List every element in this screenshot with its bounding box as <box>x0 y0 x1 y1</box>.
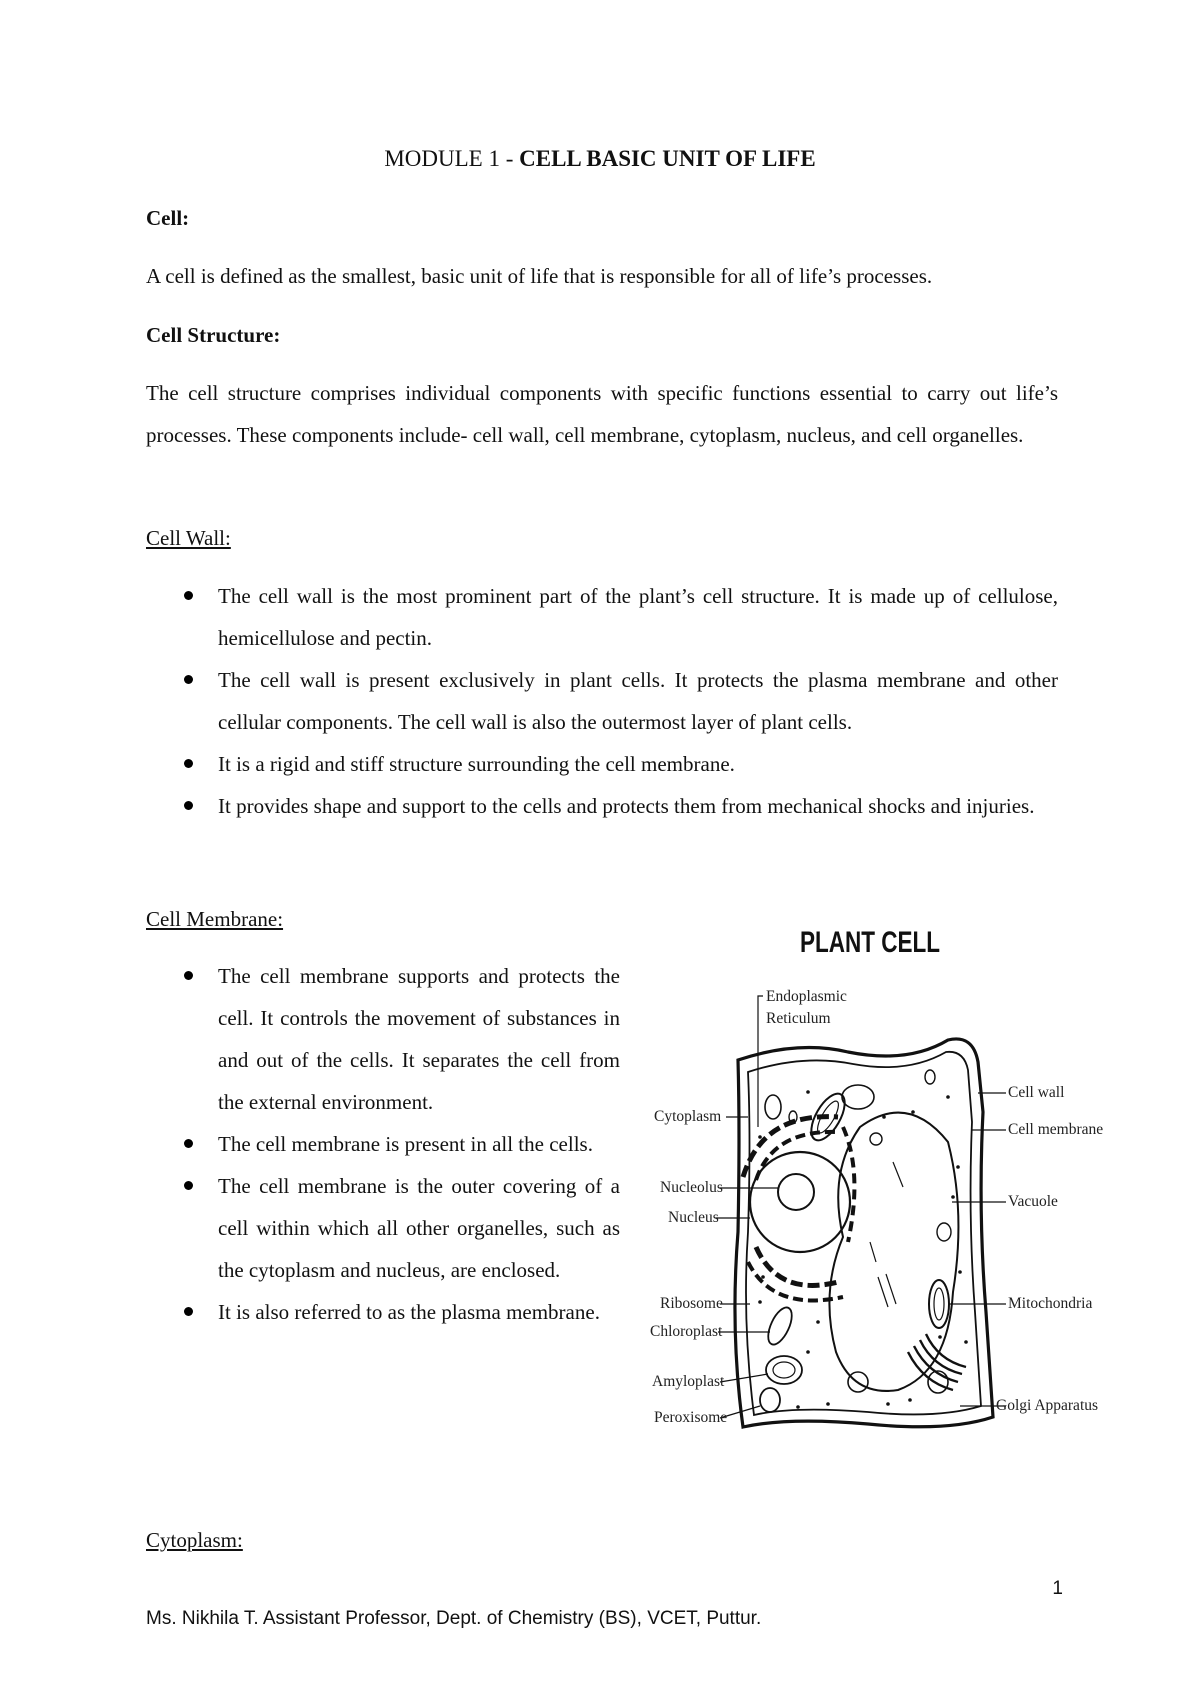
label-vacuole: Vacuole <box>1008 1193 1058 1210</box>
diagram-title: PLANT CELL <box>800 926 940 959</box>
list-item: It is a rigid and stiff structure surrounding the cell membrane. <box>146 743 1058 785</box>
chloroplast-shape <box>763 1304 796 1348</box>
list-item: The cell membrane is the outer covering of a cell within which all other organelles, such as the cytoplasm and nucleus, are enclosed. <box>146 1165 620 1291</box>
title-prefix: MODULE 1 - <box>384 146 520 171</box>
nucleolus-shape <box>778 1174 814 1210</box>
list-item: The cell membrane is present in all the cells. <box>146 1123 620 1165</box>
label-er-2: Reticulum <box>766 1010 831 1027</box>
label-ribosome: Ribosome <box>660 1295 723 1312</box>
label-cytoplasm: Cytoplasm <box>654 1108 722 1125</box>
golgi-shape <box>908 1334 966 1390</box>
heading-cytoplasm: Cytoplasm: <box>146 1528 243 1552</box>
vesicle-shape <box>842 1085 874 1109</box>
list-item: The cell wall is present exclusively in plant cells. It protects the plasma membrane and other cellular components. The cell wall is also the outermost layer of plant cells. <box>146 659 1058 743</box>
vacuole-mark <box>893 1162 903 1187</box>
page-footer: Ms. Nikhila T. Assistant Professor, Dept. of Chemistry (BS), VCET, Puttur. <box>146 1608 762 1629</box>
vacuole-mark <box>886 1274 896 1304</box>
list-item: It is also referred to as the plasma membrane. <box>146 1291 620 1333</box>
cell-definition: A cell is defined as the smallest, basic unit of life that is responsible for all of life’s processes. <box>146 264 933 288</box>
cell-structure-text: The cell structure comprises individual components with specific functions essential to carry out life’s processes. These components include- cell wall, cell membrane, cytoplasm, nucleus, and cell organelles. <box>146 381 1058 447</box>
vacuole-shape <box>829 1113 958 1391</box>
list-item: The cell wall is the most prominent part of the plant’s cell structure. It is made up of cellulose, hemicellulose and pectin. <box>146 575 1058 659</box>
label-cell-wall: Cell wall <box>1008 1084 1065 1101</box>
vesicle-shape <box>870 1133 882 1145</box>
plant-cell-diagram <box>648 912 1104 1472</box>
peroxisome-shape <box>760 1388 780 1412</box>
mitochondria-inner <box>934 1288 944 1320</box>
vacuole-mark <box>878 1277 888 1307</box>
nucleus-shape <box>750 1152 850 1252</box>
cell-membrane-list <box>146 955 620 1333</box>
heading-cell-structure: Cell Structure: <box>146 323 281 347</box>
vesicle-shape <box>765 1095 781 1119</box>
label-cell-membrane: Cell membrane <box>1008 1121 1104 1138</box>
er-arc <box>743 1117 838 1177</box>
label-peroxisome: Peroxisome <box>654 1409 728 1426</box>
page-title <box>0 146 1200 172</box>
label-er-1: Endoplasmic <box>766 988 847 1005</box>
page-number: 1 <box>1052 1578 1063 1599</box>
amyloplast-shape <box>766 1356 802 1384</box>
list-item: The cell membrane supports and protects the cell. It controls the movement of substances in and out of the cells. It separates the cell from the external environment. <box>146 955 620 1123</box>
vacuole-mark <box>870 1242 876 1262</box>
label-mitochondria: Mitochondria <box>1008 1295 1093 1312</box>
vesicle-shape <box>925 1070 935 1084</box>
heading-cell-wall: Cell Wall: <box>146 526 231 550</box>
label-nucleus: Nucleus <box>668 1209 719 1226</box>
list-item: It provides shape and support to the cells and protects them from mechanical shocks and injuries. <box>146 785 1058 827</box>
label-amyloplast: Amyloplast <box>652 1373 725 1390</box>
heading-cell-membrane: Cell Membrane: <box>146 907 284 931</box>
heading-cell: Cell: <box>146 206 190 230</box>
mitochondria-shape <box>929 1280 949 1328</box>
label-chloroplast: Chloroplast <box>650 1323 723 1340</box>
cell-wall-list <box>146 575 1058 827</box>
vesicle-shape <box>937 1223 951 1241</box>
label-golgi: Golgi Apparatus <box>996 1397 1099 1414</box>
amyloplast-inner <box>773 1362 795 1378</box>
title-main: CELL BASIC UNIT OF LIFE <box>519 146 816 171</box>
leader-lines <box>716 996 1006 1418</box>
label-nucleolus: Nucleolus <box>660 1179 723 1196</box>
